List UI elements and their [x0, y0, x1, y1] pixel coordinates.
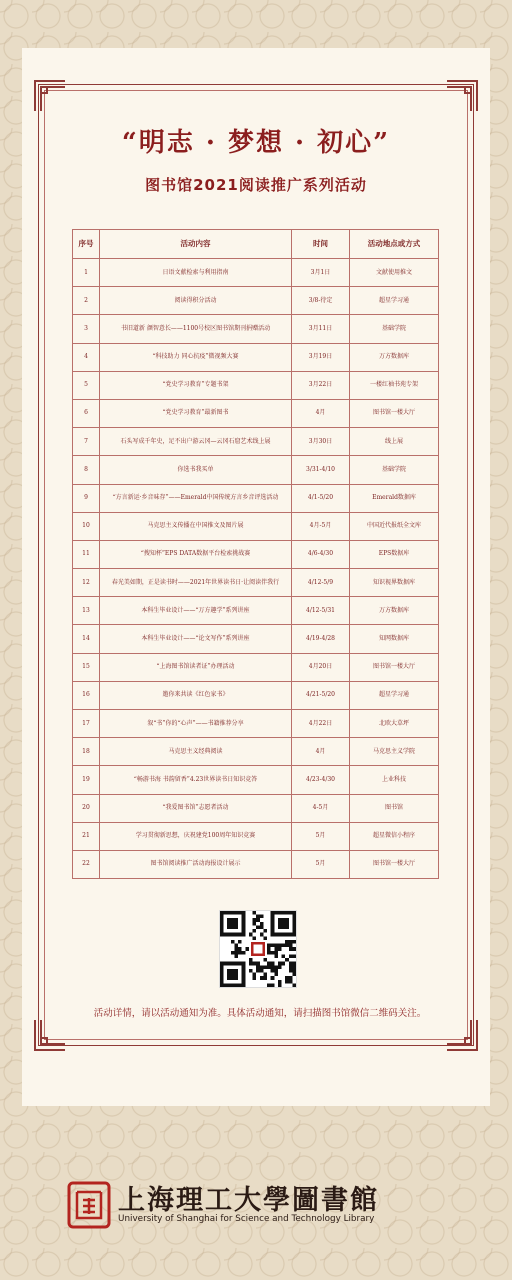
table-row — [73, 597, 439, 625]
row-time: 4/12-5/9 — [292, 569, 350, 597]
row-index: 22 — [73, 850, 100, 878]
row-location: 中国近代报纸全文库 — [350, 512, 439, 540]
row-location: 基础学院 — [350, 456, 439, 484]
table-row — [73, 625, 439, 653]
column-header-time: 时间 — [292, 230, 350, 259]
table-row — [73, 456, 439, 484]
row-location: 基础学院 — [350, 315, 439, 343]
row-index: 10 — [73, 512, 100, 540]
row-activity: “党史学习教育”专题书架 — [100, 371, 292, 399]
row-time: 4/6-4/30 — [292, 540, 350, 568]
row-location: 一楼红袖书苑专架 — [350, 371, 439, 399]
row-time: 4-5月 — [292, 794, 350, 822]
row-location: 图书馆 — [350, 794, 439, 822]
row-time: 4/1-5/20 — [292, 484, 350, 512]
row-index: 19 — [73, 766, 100, 794]
row-time: 4/12-5/31 — [292, 597, 350, 625]
column-header-content: 活动内容 — [100, 230, 292, 259]
row-index: 18 — [73, 738, 100, 766]
row-location: 图书馆一楼大厅 — [350, 850, 439, 878]
table-row — [73, 287, 439, 315]
row-time: 4/19-4/28 — [292, 625, 350, 653]
table-row — [73, 512, 439, 540]
activity-table — [72, 229, 439, 879]
row-location: 超星学习通 — [350, 681, 439, 709]
row-location: 文献使用推文 — [350, 259, 439, 287]
row-location: 万方数据库 — [350, 343, 439, 371]
row-index: 14 — [73, 625, 100, 653]
table-row — [73, 738, 439, 766]
row-activity: “我爱图书馆”志愿者活动 — [100, 794, 292, 822]
table-row — [73, 822, 439, 850]
table-row — [73, 794, 439, 822]
row-time: 4月-5月 — [292, 512, 350, 540]
row-activity: “党史学习教育”最新图书 — [100, 399, 292, 427]
row-location: 马克思主义学院 — [350, 738, 439, 766]
row-activity: 书旧道新 颜智意长——1100号校区图书馆期刊捐赠活动 — [100, 315, 292, 343]
frame-corner-icon — [33, 1018, 67, 1052]
table-row — [73, 315, 439, 343]
poster-slogan: “明志 · 梦想 · 初心” — [121, 128, 391, 158]
row-index: 9 — [73, 484, 100, 512]
row-activity: “科技助力 同心抗疫”微视频大赛 — [100, 343, 292, 371]
frame-corner-icon — [445, 1018, 479, 1052]
row-time: 5月 — [292, 822, 350, 850]
row-activity: “畅游书海 书韵留香”4.23世界读书日知识竞答 — [100, 766, 292, 794]
row-activity: 石头写成千年史，足不出户游云冈—云冈石窟艺术线上展 — [100, 428, 292, 456]
row-activity: 你选书我买单 — [100, 456, 292, 484]
library-seal-icon — [66, 1180, 112, 1230]
row-index: 15 — [73, 653, 100, 681]
row-time: 3月1日 — [292, 259, 350, 287]
row-time: 5月 — [292, 850, 350, 878]
row-activity: “方言新运·乡音味存”——Emerald中国传统方言乡音评选活动 — [100, 484, 292, 512]
table-row — [73, 399, 439, 427]
row-time: 3/8-待定 — [292, 287, 350, 315]
row-index: 3 — [73, 315, 100, 343]
library-name: 上海理工大學圖書館 — [118, 1185, 379, 1216]
row-activity: 邀你来共读《红色家书》 — [100, 681, 292, 709]
row-location: 知网数据库 — [350, 625, 439, 653]
row-time: 4/21-5/20 — [292, 681, 350, 709]
row-time: 3/31-4/10 — [292, 456, 350, 484]
row-activity: “上海图书馆读者证”办理活动 — [100, 653, 292, 681]
table-row — [73, 850, 439, 878]
row-time: 3月22日 — [292, 371, 350, 399]
row-time: 4月 — [292, 399, 350, 427]
row-time: 3月19日 — [292, 343, 350, 371]
row-time: 3月11日 — [292, 315, 350, 343]
row-location: 知识视界数据库 — [350, 569, 439, 597]
table-row — [73, 428, 439, 456]
table-row — [73, 540, 439, 568]
row-time: 4/23-4/30 — [292, 766, 350, 794]
row-index: 4 — [73, 343, 100, 371]
poster-subtitle: 图书馆2021阅读推广系列活动 — [145, 176, 367, 194]
frame-corner-icon — [33, 79, 67, 113]
row-location: Emerald数据库 — [350, 484, 439, 512]
row-index: 21 — [73, 822, 100, 850]
table-row — [73, 766, 439, 794]
row-activity: 阅读得积分活动 — [100, 287, 292, 315]
row-location: 图书馆一楼大厅 — [350, 653, 439, 681]
column-header-index: 序号 — [73, 230, 100, 259]
row-index: 5 — [73, 371, 100, 399]
row-index: 1 — [73, 259, 100, 287]
row-activity: 春光美如期，正是读书时——2021年世界读书日·让阅读伴我行 — [100, 569, 292, 597]
row-location: 超星学习通 — [350, 287, 439, 315]
row-activity: 日语文献检索与利用指南 — [100, 259, 292, 287]
row-index: 8 — [73, 456, 100, 484]
row-index: 11 — [73, 540, 100, 568]
footnote: 活动详情，请以活动通知为准。具体活动通知，请扫描图书馆微信二维码关注。 — [93, 1008, 427, 1019]
row-index: 2 — [73, 287, 100, 315]
table-row — [73, 259, 439, 287]
row-time: 4月22日 — [292, 710, 350, 738]
table-row — [73, 371, 439, 399]
table-row — [73, 569, 439, 597]
row-time: 3月30日 — [292, 428, 350, 456]
row-activity: 本科生毕业设计——“论文写作”系列讲座 — [100, 625, 292, 653]
table-row — [73, 710, 439, 738]
row-location: EPS数据库 — [350, 540, 439, 568]
row-location: 图书馆一楼大厅 — [350, 399, 439, 427]
column-header-location: 活动地点或方式 — [350, 230, 439, 259]
qr-code-icon — [219, 910, 297, 988]
row-activity: 图书馆阅读推广活动海报设计展示 — [100, 850, 292, 878]
row-index: 12 — [73, 569, 100, 597]
row-time: 4月 — [292, 738, 350, 766]
row-location: 线上展 — [350, 428, 439, 456]
row-location: 北欧大草坪 — [350, 710, 439, 738]
row-location: 超星微信小程序 — [350, 822, 439, 850]
row-activity: “搜知杯”EPS DATA数据平台检索挑战赛 — [100, 540, 292, 568]
row-activity: 学习贯彻新思想，庆祝建党100周年知识竞赛 — [100, 822, 292, 850]
row-activity: 马克思主义经典阅读 — [100, 738, 292, 766]
row-index: 17 — [73, 710, 100, 738]
row-activity: 叙“书”你的“心声”——书籍推荐分享 — [100, 710, 292, 738]
row-time: 4月20日 — [292, 653, 350, 681]
row-location: 上业科技 — [350, 766, 439, 794]
table-row — [73, 681, 439, 709]
row-location: 万方数据库 — [350, 597, 439, 625]
row-index: 13 — [73, 597, 100, 625]
row-index: 7 — [73, 428, 100, 456]
row-index: 6 — [73, 399, 100, 427]
row-index: 20 — [73, 794, 100, 822]
library-name-english: University of Shanghai for Science and Technology Library — [118, 1214, 375, 1224]
table-row — [73, 343, 439, 371]
row-index: 16 — [73, 681, 100, 709]
table-row — [73, 653, 439, 681]
table-header-row — [73, 230, 439, 259]
row-activity: 马克思主义传播在中国推文及图片展 — [100, 512, 292, 540]
row-activity: 本科生毕业设计——“万方趣学”系列讲座 — [100, 597, 292, 625]
frame-corner-icon — [445, 79, 479, 113]
table-row — [73, 484, 439, 512]
